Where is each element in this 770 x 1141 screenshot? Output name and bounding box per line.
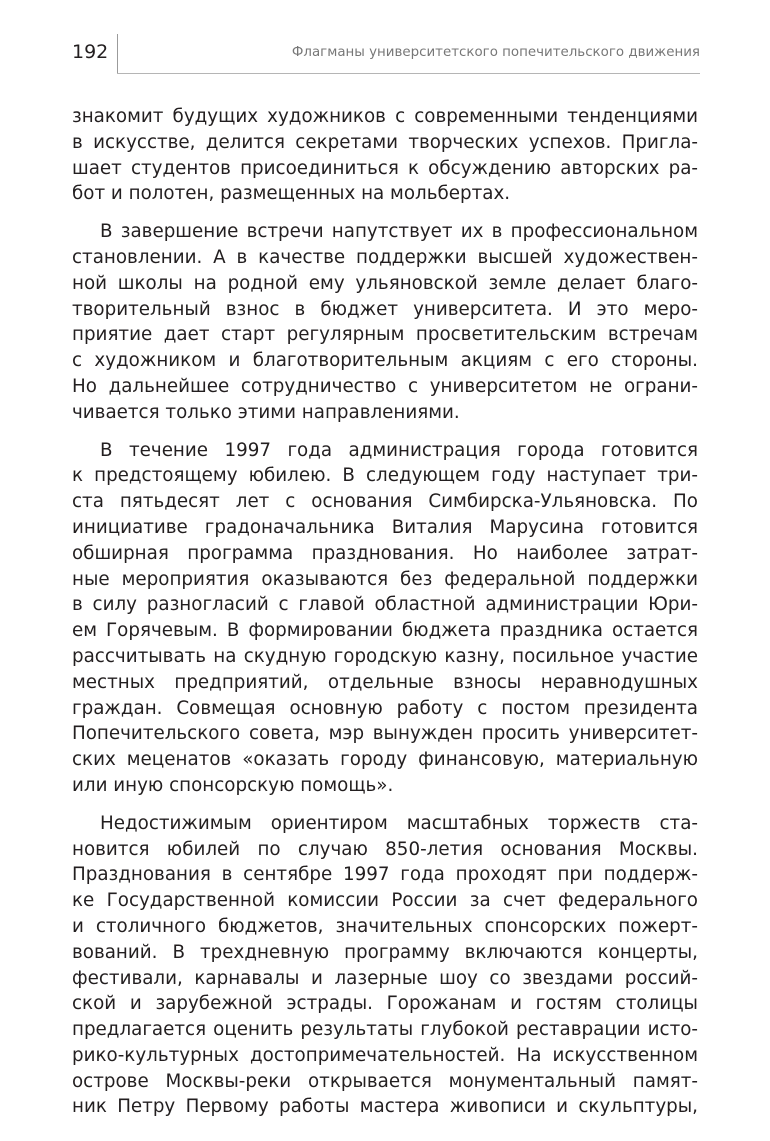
- paragraph: [72, 438, 698, 799]
- text-line: Но дальнейшее сотрудничество с университетом не ограни-: [72, 375, 698, 397]
- text-line: В завершение встречи напутствует их в профессиональном: [100, 221, 698, 243]
- text-line: становлении. А в качестве поддержки высшей художествен-: [72, 246, 698, 268]
- text-line: творительный взнос в бюджет университета. И это меро-: [72, 298, 698, 320]
- header-divider: [117, 34, 118, 74]
- text-line: острове Москвы-реки открывается монументальный памят-: [72, 1070, 698, 1092]
- text-line: и столичного бюджетов, значительных спонсорских пожерт-: [72, 915, 698, 937]
- text-line: ные мероприятия оказываются без федеральной поддержки: [72, 568, 698, 590]
- text-line: инициативе градоначальника Виталия Марусина готовится: [72, 516, 698, 538]
- text-line: ских меценатов «оказать городу финансовую, материальную: [72, 749, 698, 771]
- text-line: бот и полотен, размещенных на мольбертах.: [72, 183, 511, 205]
- text-line: приятие дает старт регулярным просветительским встречам: [72, 324, 698, 346]
- text-line: ной школы на родной ему ульяновской земле делает благо-: [72, 272, 698, 294]
- text-line: знакомит будущих художников с современными тенденциями: [72, 106, 698, 127]
- text-line: В течение 1997 года администрация города готовится: [100, 439, 698, 461]
- text-line: к предстоящему юбилею. В следующем году наступает три-: [72, 465, 698, 487]
- text-line: предлагается оценить результаты глубокой реставрации исто-: [72, 1019, 698, 1041]
- paragraph: [72, 104, 698, 207]
- text-line: рассчитывать на скудную городскую казну, посильное участие: [72, 645, 698, 667]
- page-body: [72, 104, 698, 1132]
- text-line: граждан. Совмещая основную работу с постом президента: [72, 697, 698, 719]
- text-line: с художником и благотворительным акциям с его стороны.: [72, 350, 698, 372]
- text-line: новится юбилей по случаю 850-летия основания Москвы.: [72, 838, 698, 860]
- text-line: ской и зарубежной эстрады. Горожанам и гостям столицы: [72, 993, 698, 1015]
- text-line: в силу разногласий с главой областной администрации Юри-: [72, 594, 698, 616]
- header-rule: [117, 73, 700, 74]
- text-line: Празднования в сентябре 1997 года проходят при поддерж-: [72, 864, 698, 886]
- text-line: Недостижимым ориентиром масштабных торжеств ста-: [100, 812, 698, 834]
- text-line: ке Государственной комиссии России за счет федерального: [72, 890, 698, 912]
- page-number: 192: [72, 41, 109, 63]
- page-header: [0, 0, 770, 80]
- text-line: фестивали, карнавалы и лазерные шоу со звездами россий-: [72, 967, 698, 989]
- text-line: ник Петру Первому работы мастера живописи и скульптуры,: [72, 1096, 698, 1118]
- paragraph: [72, 811, 698, 1121]
- text-line: ста пятьдесят лет с основания Симбирска-Ульяновска. По: [72, 491, 698, 513]
- text-line: рико-культурных достопримечательностей. На искусственном: [72, 1044, 698, 1066]
- text-line: Попечительского совета, мэр вынужден просить университет-: [72, 723, 698, 745]
- text-line: шает студентов присоединиться к обсуждению авторских ра-: [72, 157, 698, 179]
- text-line: местных предприятий, отдельные взносы неравнодушных: [72, 671, 698, 693]
- text-line: обширная программа празднования. Но наиболее затрат-: [72, 542, 698, 564]
- running-title: Флагманы университетского попечительского движения: [291, 45, 700, 60]
- paragraph: [72, 219, 698, 425]
- text-line: или иную спонсорскую помощь».: [72, 774, 394, 796]
- text-line: вований. В трехдневную программу включаются концерты,: [72, 941, 698, 963]
- text-line: ем Горячевым. В формировании бюджета праздника остается: [72, 620, 698, 642]
- text-line: чивается только этими направлениями.: [72, 401, 460, 423]
- text-line: в искусстве, делится секретами творческих успехов. Пригла-: [72, 131, 698, 153]
